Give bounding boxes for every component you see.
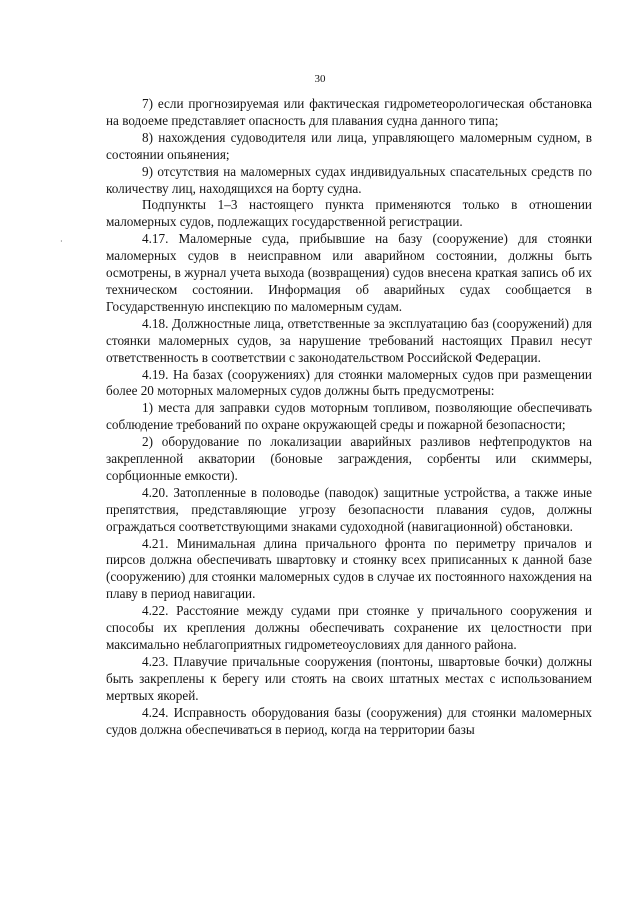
paragraph-4-23: 4.23. Плавучие причальные сооружения (понтоны, швартовые бочки) должны быть закреплены к берегу или стоять на своих штатных местах с использованием мертвых якорей. bbox=[106, 653, 592, 703]
paragraph-subitems-note: Подпункты 1–3 настоящего пункта применяются только в отношении маломерных судов, подлежащих государственной регистрации. bbox=[106, 197, 592, 230]
paragraph-4-19: 4.19. На базах (сооружениях) для стоянки маломерных судов при размещении более 20 моторных маломерных судов должны быть предусмотрены: bbox=[106, 366, 592, 399]
document-body bbox=[106, 96, 592, 738]
paragraph-4-22: 4.22. Расстояние между судами при стоянке у причального сооружения и способы их крепления должны обеспечивать сохранение их целостности при максимально неблагоприятных гидрометеоусловиях для данного района. bbox=[106, 603, 592, 652]
paragraph-4-21: 4.21. Минимальная длина причального фронта по периметру причалов и пирсов должна обеспечивать швартовку и стоянку всех приписанных к данной базе (сооружению) для стоянки маломерных судов в случае их постоянного нахождения на плаву в период навигации. bbox=[106, 535, 592, 602]
paragraph-4-17: 4.17. Маломерные суда, прибывшие на базу (сооружение) для стоянки маломерных судов в неисправном или аварийном состоянии, должны быть осмотрены, в журнал учета выхода (возвращения) судов внесена краткая запись об их техническом состоянии. Информация об аварийных судах сообщается в Государственную инспекцию по маломерным судам. bbox=[106, 231, 592, 314]
paragraph-4-24: 4.24. Исправность оборудования базы (сооружения) для стоянки маломерных судов должна обеспечиваться в период, когда на территории базы bbox=[106, 704, 592, 737]
paragraph-item-8: 8) нахождения судоводителя или лица, управляющего маломерным судном, в состоянии опьянения; bbox=[106, 129, 592, 162]
paragraph-4-19-item-1: 1) места для заправки судов моторным топливом, позволяющие обеспечивать соблюдение требований по охране окружающей среды и пожарной безопасности; bbox=[106, 400, 592, 433]
page-number: 30 bbox=[314, 73, 326, 85]
paragraph-4-18: 4.18. Должностные лица, ответственные за эксплуатацию баз (сооружений) для стоянки маломерных судов, за нарушение требований настоящих Правил несут ответственность в соответствии с законодательством Российской Федерации. bbox=[106, 315, 592, 365]
paragraph-4-20: 4.20. Затопленные в половодье (паводок) защитные устройства, а также иные препятствия, представляющие угрозу безопасности плавания судов, должны ограждаться соответствующими знаками судоходной (навигационной) обстановки. bbox=[106, 484, 592, 534]
margin-mark: · bbox=[60, 237, 63, 246]
paragraph-item-7: 7) если прогнозируемая или фактическая гидрометеорологическая обстановка на водоеме представляет опасность для плавания судна данного типа; bbox=[106, 96, 592, 128]
paragraph-4-19-item-2: 2) оборудование по локализации аварийных разливов нефтепродуктов на закрепленной акватории (боновые заграждения, сорбенты или скиммеры, сорбционные емкости). bbox=[106, 434, 592, 483]
paragraph-item-9: 9) отсутствия на маломерных судах индивидуальных спасательных средств по количеству лиц, находящихся на борту судна. bbox=[106, 163, 592, 196]
